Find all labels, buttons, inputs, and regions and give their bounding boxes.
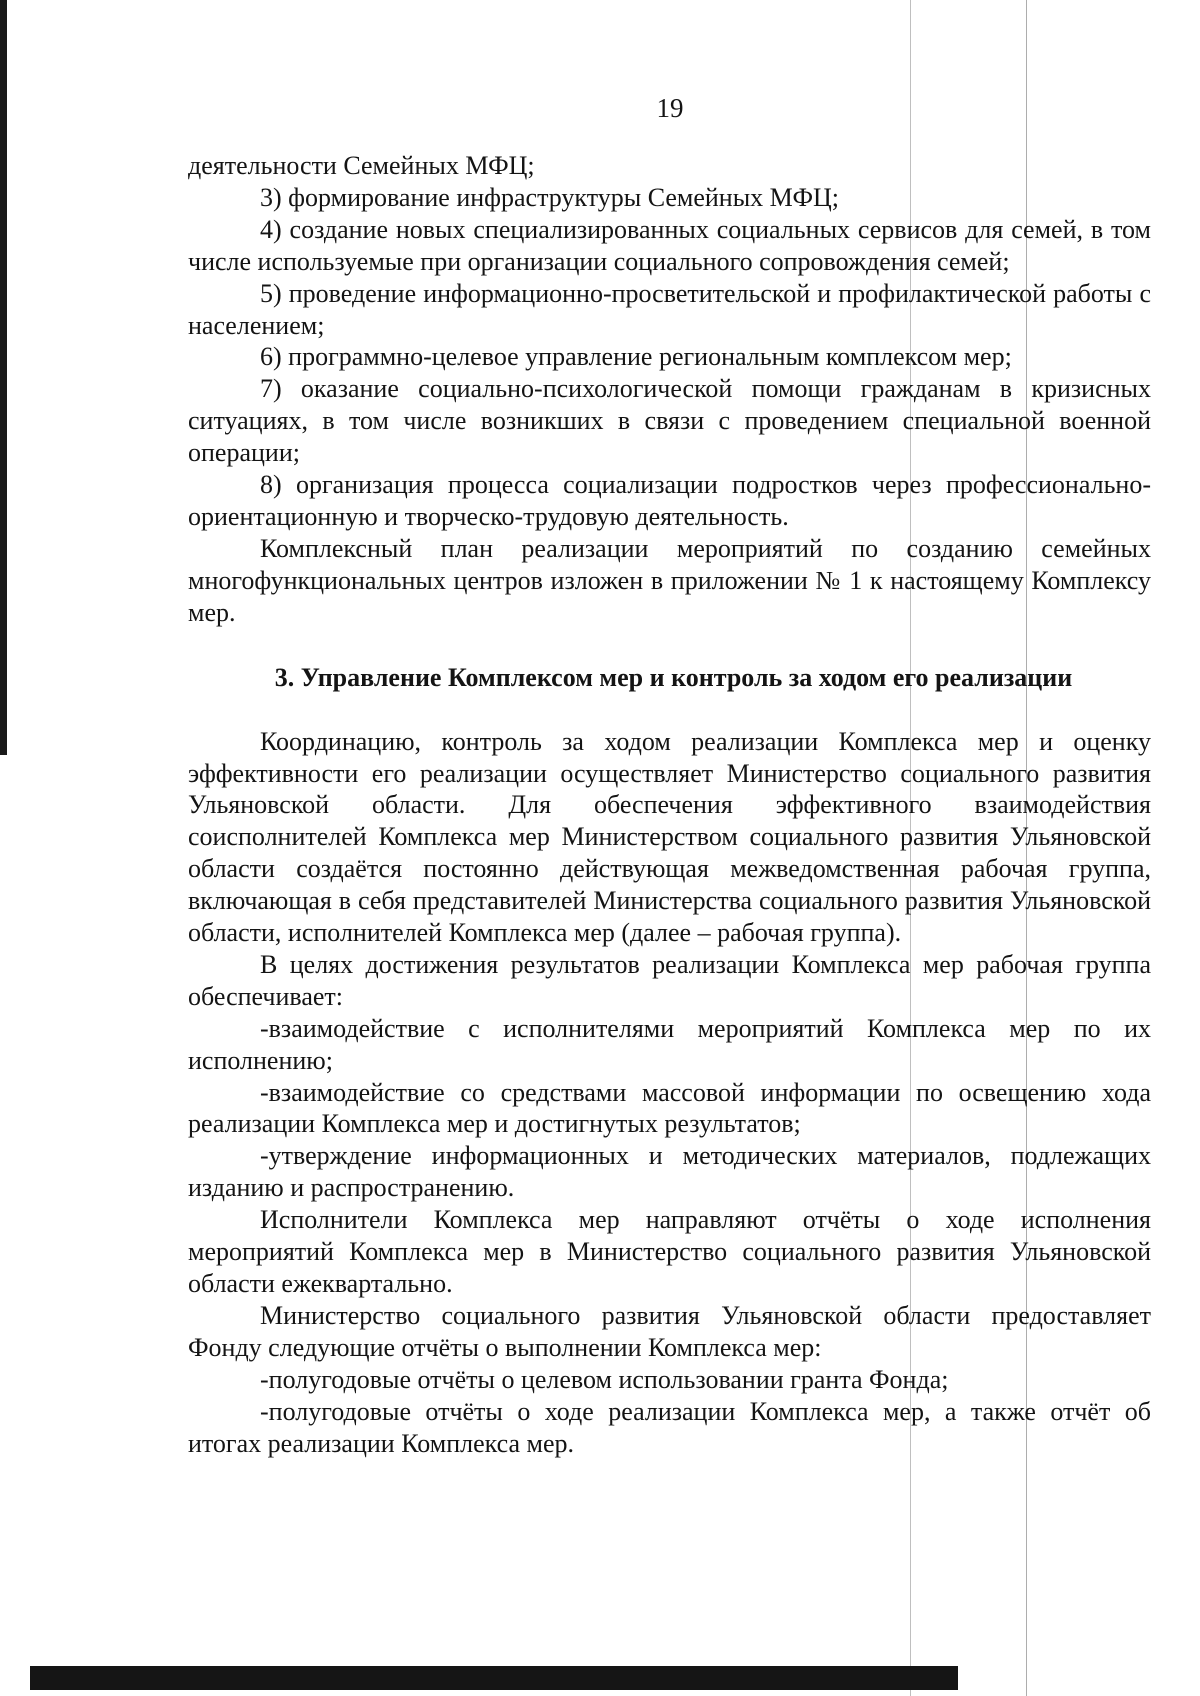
list-item: -взаимодействие с исполнителями мероприятий Комплекса мер по их исполнению; [188,1013,1151,1075]
page-number: 19 [656,93,684,123]
document-body [188,150,1151,1459]
paragraph: Комплексный план реализации мероприятий по созданию семейных многофункциональных центров изложен в приложении № 1 к настоящему Комплексу мер. [188,533,1151,627]
list-item: 7) оказание социально-психологической помощи гражданам в кризисных ситуациях, в том числе возникших в связи с проведением специальной военной операции; [188,374,1151,468]
paragraph: деятельности Семейных МФЦ; [188,151,535,180]
section-list [188,150,1151,629]
paragraph: Министерство социального развития Ульяновской области предоставляет Фонду следующие отчёты о выполнении Комплекса мер: [188,1300,1151,1362]
list-item: 3) формирование инфраструктуры Семейных МФЦ; [260,182,839,212]
list-item: 4) создание новых специализированных социальных сервисов для семей, в том числе используемые при организации социального сопровождения семей; [188,214,1151,276]
list-item: 5) проведение информационно-просветительской и профилактической работы с населением; [188,278,1151,340]
list-item: -полугодовые отчёты о ходе реализации Комплекса мер, а также отчёт об итогах реализации Комплекса мер. [188,1396,1151,1458]
paragraph: В целях достижения результатов реализации Комплекса мер рабочая группа обеспечивает: [188,949,1151,1011]
section-management [188,726,1151,1460]
scan-edge-bottom [30,1666,958,1690]
paragraph: Координацию, контроль за ходом реализации Комплекса мер и оценку эффективности его реализации осуществляет Министерство социального развития Ульяновской области. Для обеспечения эффективного взаимодействия соисполнителей Комплекса мер Министерством социального развития Ульяновской области создаётся постоянно действующая межведомственная рабочая группа, включающая в себя представителей Министерства социального развития Ульяновской области, исполнителей Комплекса мер (далее – рабочая группа). [188,726,1151,948]
list-item: -утверждение информационных и методических материалов, подлежащих изданию и распространению. [188,1141,1151,1203]
section-heading: 3. Управление Комплексом мер и контроль за ходом его реализации [274,662,1073,692]
list-item: 6) программно-целевое управление региональным комплексом мер; [260,342,1012,372]
list-item: -взаимодействие со средствами массовой информации по освещению хода реализации Комплекса мер и достигнутых результатов; [188,1077,1151,1139]
list-item: -полугодовые отчёты о целевом использовании гранта Фонда; [260,1364,949,1394]
paragraph: Исполнители Комплекса мер направляют отчёты о ходе исполнения мероприятий Комплекса мер в Министерство социального развития Ульяновской области ежеквартально. [188,1205,1151,1298]
list-item: 8) организация процесса социализации подростков через профессионально-ориентационную и творческо-трудовую деятельность. [188,470,1151,531]
